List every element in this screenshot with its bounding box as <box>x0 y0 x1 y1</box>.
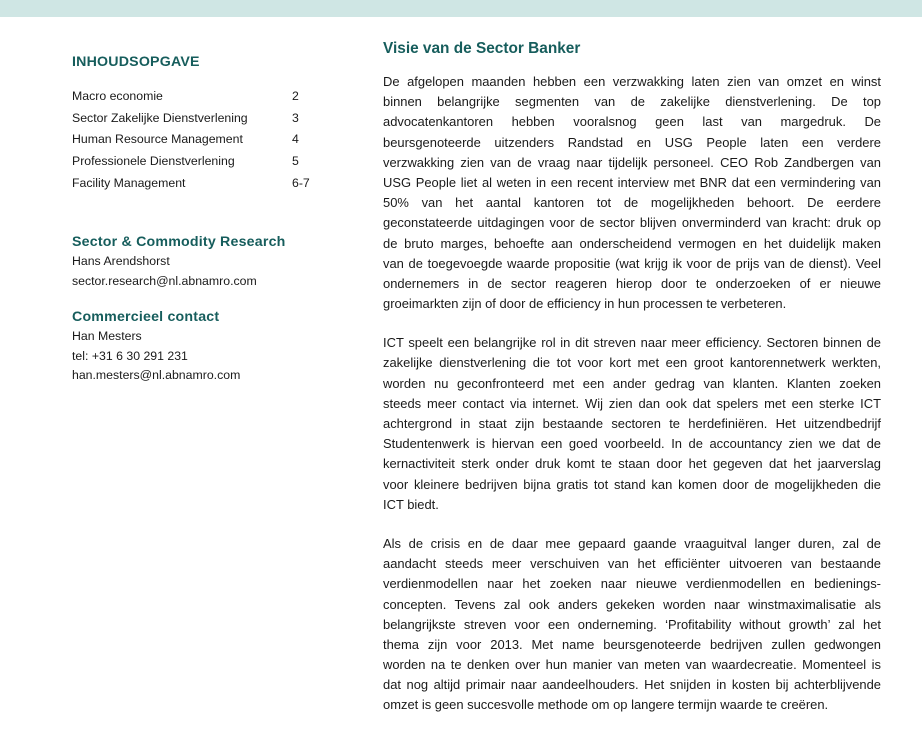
article-paragraph <box>383 534 881 716</box>
contact-email[interactable]: han.mesters@nl.abnamro.com <box>72 368 241 383</box>
article-line: concepten. Tevens zal ook anders gekeken worden naar winstmaximalisatie als <box>383 596 881 612</box>
toc-item[interactable] <box>72 108 322 130</box>
article-line: binnen belangrijke segmenten van de zakelijke dienstverlening. De top <box>383 94 881 110</box>
toc-item[interactable] <box>72 86 322 108</box>
article-line: aandacht steeds meer verschuiven van het efficiënter uitvoeren van bestaande <box>383 556 881 572</box>
article-line: Studentenwerk is hiervan een goed voorbeeld. In de accountancy zien we dat de <box>383 436 881 452</box>
article-line: ondernemers in de sector reageren hierop door te onderzoeken of er nieuwe <box>383 275 881 291</box>
article-line: ICT speelt een belangrijke rol in dit streven naar meer efficiency. Sectoren binnen de <box>383 335 881 351</box>
article-line: de bruto marges, behoefte aan onderscheidend vermogen en het duidelijk maken <box>383 235 881 251</box>
article <box>383 38 881 716</box>
article-line: dat nog altijd primair naar aandeelhouders. Het snijden in kosten bij achterblijvende <box>383 677 881 693</box>
article-line: 50% van het aantal kantoren tot de mogelijkheden behoort. De eerdere <box>383 195 881 211</box>
article-paragraph <box>383 72 881 314</box>
article-line: omzet is geen succesvolle methode om op langere termijn waarde te creëren. <box>383 697 829 713</box>
contact-heading: Commercieel contact <box>72 309 220 326</box>
article-title: Visie van de Sector Banker <box>383 40 581 57</box>
toc-item-page: 3 <box>292 110 299 125</box>
article-line: geconstateerde uitdagingen voor de sector blijven onverminderd van kracht: druk op <box>383 215 881 231</box>
article-line: advocatenkantoren hebben vooralsnog geen last van margedruk. De <box>383 114 881 130</box>
article-line: belangrijkste streven voor een onderneming. ‘Profitability without growth’ zal het <box>383 616 881 632</box>
article-line: groeimarkten zijn of door de efficiency in hun processen te verbeteren. <box>383 296 787 312</box>
toc-item[interactable] <box>72 173 322 195</box>
toc-item-label: Professionele Dienstverlening <box>72 154 235 169</box>
article-line: zakelijke dienstverlening die tot voor kort met een groot kantorennetwerk werkten, <box>383 355 881 371</box>
article-line: ICT biedt. <box>383 496 439 512</box>
article-line: USG People liet al weten in een recent interview met BNR dat een vermindering van <box>383 174 881 190</box>
article-line: kernactiviteit sterk onder druk komt te staan door het gegeven dat het jaarverslag <box>383 456 881 472</box>
article-line: achtergrond in staat zijn bestaande sectoren te herdefiniëren. Het uitzendbedrijf <box>383 416 881 431</box>
toc-item[interactable] <box>72 151 322 173</box>
toc-heading: INHOUDSOPGAVE <box>72 54 200 70</box>
toc-item-label: Sector Zakelijke Dienstverlening <box>72 110 248 125</box>
research-heading: Sector & Commodity Research <box>72 234 286 251</box>
article-line: verzwakking zien van de vraag naar tijdelijk personeel. CEO Rob Zandbergen van <box>383 154 881 170</box>
sidebar <box>72 54 322 386</box>
article-line: De afgelopen maanden hebben een verzwakking laten zien van omzet en winst <box>383 74 881 89</box>
toc-item-page: 5 <box>292 154 299 169</box>
top-color-band <box>0 0 922 17</box>
article-line: worden na te denken over hun manier van meten van waardecreatie. Momenteel is <box>383 657 881 673</box>
toc-item-page: 2 <box>292 89 299 103</box>
article-line: thema zijn voor 2013. Met name beursgenoteerde bedrijven zullen gedwongen <box>383 636 881 652</box>
research-name: Hans Arendshorst <box>72 254 170 269</box>
article-line: worden nu geconfronteerd met een ander gedrag van klanten. Klanten zoeken <box>383 375 881 391</box>
toc-item-page: 6-7 <box>292 175 310 190</box>
article-line: van de toegevoegde waarde propositie (wat krijg ik voor de prijs van de dienst). Veel <box>383 255 881 271</box>
contact-phone[interactable]: tel: +31 6 30 291 231 <box>72 348 188 363</box>
toc-item-label: Macro economie <box>72 89 163 103</box>
contact-name: Han Mesters <box>72 329 142 344</box>
toc-list <box>72 86 322 194</box>
article-line: steeds meer contact via internet. Wij zien dan ook dat spelers met een sterke ICT <box>383 395 881 411</box>
toc-item[interactable] <box>72 129 322 151</box>
research-email[interactable]: sector.research@nl.abnamro.com <box>72 273 257 288</box>
article-line: Als de crisis en de daar mee gepaard gaande vraaguitval langer duren, zal de <box>383 535 881 551</box>
toc-item-label: Human Resource Management <box>72 132 243 147</box>
article-body <box>383 72 881 716</box>
toc-item-label: Facility Management <box>72 175 186 190</box>
article-line: voor kleinere bedrijven bijna gratis tot stand kan komen door de mogelijkheden die <box>383 476 881 492</box>
article-paragraph <box>383 333 881 515</box>
article-line: beursgenoteerde uitzenders Randstad en USG People laten een verdere <box>383 134 881 150</box>
article-line: verdienmodellen naar het zoeken naar nieuwe verdienmodellen en bedienings- <box>383 576 881 592</box>
toc-item-page: 4 <box>292 132 299 147</box>
